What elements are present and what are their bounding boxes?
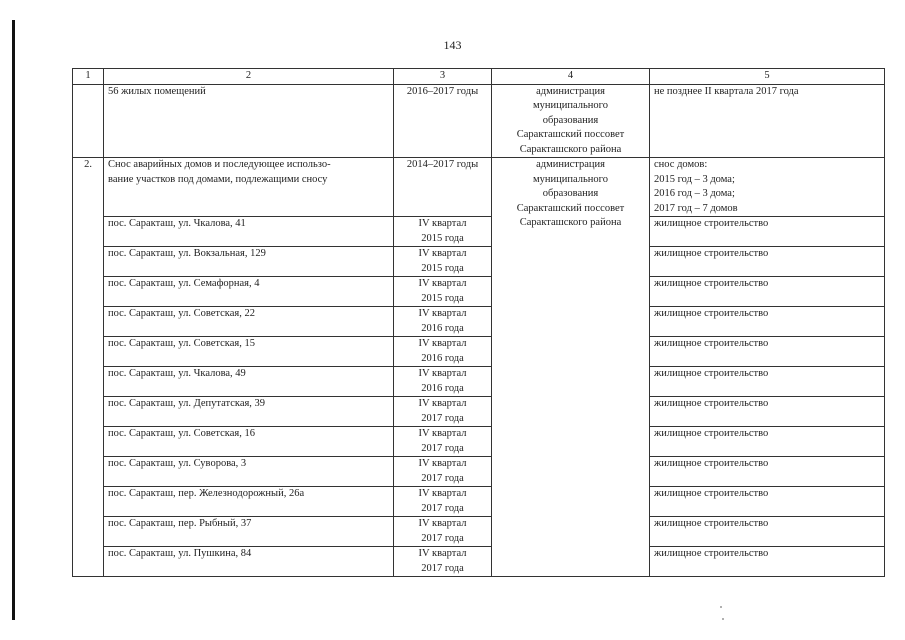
table-row bbox=[73, 277, 885, 307]
period-cell: IV квартал 2017 года bbox=[394, 427, 492, 457]
address-cell: пос. Саракташ, ул. Советская, 22 bbox=[104, 307, 394, 337]
period-cell: IV квартал 2016 года bbox=[394, 367, 492, 397]
scan-edge-line bbox=[12, 20, 15, 620]
address-cell: пос. Саракташ, ул. Чкалова, 49 bbox=[104, 367, 394, 397]
result-cell: жилищное строительство bbox=[650, 397, 885, 427]
table-row bbox=[73, 427, 885, 457]
period-cell: IV квартал 2017 года bbox=[394, 397, 492, 427]
row-number-cell bbox=[73, 84, 104, 158]
table-row bbox=[73, 158, 885, 217]
result-cell: жилищное строительство bbox=[650, 517, 885, 547]
address-cell: пос. Саракташ, ул. Вокзальная, 129 bbox=[104, 247, 394, 277]
period-cell: IV квартал 2015 года bbox=[394, 247, 492, 277]
column-header: 4 bbox=[492, 69, 650, 85]
result-cell: снос домов: 2015 год – 3 дома; 2016 год – 3 дома; 2017 год – 7 домов bbox=[650, 158, 885, 217]
table-row bbox=[73, 457, 885, 487]
result-cell: жилищное строительство bbox=[650, 487, 885, 517]
address-cell: пос. Саракташ, ул. Суворова, 3 bbox=[104, 457, 394, 487]
table-row bbox=[73, 84, 885, 158]
table-row bbox=[73, 397, 885, 427]
period-cell: 2014–2017 годы bbox=[394, 158, 492, 217]
period-cell: IV квартал 2017 года bbox=[394, 547, 492, 577]
measure-name-cell: 56 жилых помещений bbox=[104, 84, 394, 158]
address-cell: пос. Саракташ, ул. Советская, 16 bbox=[104, 427, 394, 457]
result-cell: жилищное строительство bbox=[650, 247, 885, 277]
executor-cell: администрация муниципального образования Саракташский поссовет Саракташского района bbox=[492, 84, 650, 158]
measure-name-cell: Снос аварийных домов и последующее использо- вание участков под домами, подлежащими сносу bbox=[104, 158, 394, 217]
table-row bbox=[73, 517, 885, 547]
executor-cell: администрация муниципального образования Саракташский поссовет Саракташского района bbox=[492, 158, 650, 577]
period-cell: IV квартал 2016 года bbox=[394, 307, 492, 337]
page-number: 143 bbox=[443, 38, 462, 52]
period-cell: IV квартал 2016 года bbox=[394, 337, 492, 367]
table-row bbox=[73, 487, 885, 517]
period-cell: IV квартал 2017 года bbox=[394, 487, 492, 517]
column-header: 2 bbox=[104, 69, 394, 85]
result-cell: жилищное строительство bbox=[650, 217, 885, 247]
address-cell: пос. Саракташ, ул. Советская, 15 bbox=[104, 337, 394, 367]
address-cell: пос. Саракташ, ул. Пушкина, 84 bbox=[104, 547, 394, 577]
result-cell: жилищное строительство bbox=[650, 307, 885, 337]
result-cell: не позднее II квартала 2017 года bbox=[650, 84, 885, 158]
table-row bbox=[73, 247, 885, 277]
column-header: 5 bbox=[650, 69, 885, 85]
period-cell: IV квартал 2017 года bbox=[394, 517, 492, 547]
address-cell: пос. Саракташ, пер. Железнодорожный, 26а bbox=[104, 487, 394, 517]
period-cell: IV квартал 2017 года bbox=[394, 457, 492, 487]
scan-speck bbox=[720, 606, 722, 608]
measures-table bbox=[72, 68, 885, 577]
result-cell: жилищное строительство bbox=[650, 457, 885, 487]
period-cell: 2016–2017 годы bbox=[394, 84, 492, 158]
period-cell: IV квартал 2015 года bbox=[394, 277, 492, 307]
table-row bbox=[73, 217, 885, 247]
address-cell: пос. Саракташ, ул. Депутатская, 39 bbox=[104, 397, 394, 427]
result-cell: жилищное строительство bbox=[650, 367, 885, 397]
column-header: 1 bbox=[73, 69, 104, 85]
result-cell: жилищное строительство bbox=[650, 277, 885, 307]
column-header: 3 bbox=[394, 69, 492, 85]
table-row bbox=[73, 307, 885, 337]
result-cell: жилищное строительство bbox=[650, 547, 885, 577]
table-header-row bbox=[73, 69, 885, 85]
period-cell: IV квартал 2015 года bbox=[394, 217, 492, 247]
scan-speck bbox=[722, 618, 724, 620]
address-cell: пос. Саракташ, ул. Семафорная, 4 bbox=[104, 277, 394, 307]
address-cell: пос. Саракташ, пер. Рыбный, 37 bbox=[104, 517, 394, 547]
table-row bbox=[73, 337, 885, 367]
table-row bbox=[73, 367, 885, 397]
table-row bbox=[73, 547, 885, 577]
address-cell: пос. Саракташ, ул. Чкалова, 41 bbox=[104, 217, 394, 247]
result-cell: жилищное строительство bbox=[650, 427, 885, 457]
row-number-cell: 2. bbox=[73, 158, 104, 577]
result-cell: жилищное строительство bbox=[650, 337, 885, 367]
